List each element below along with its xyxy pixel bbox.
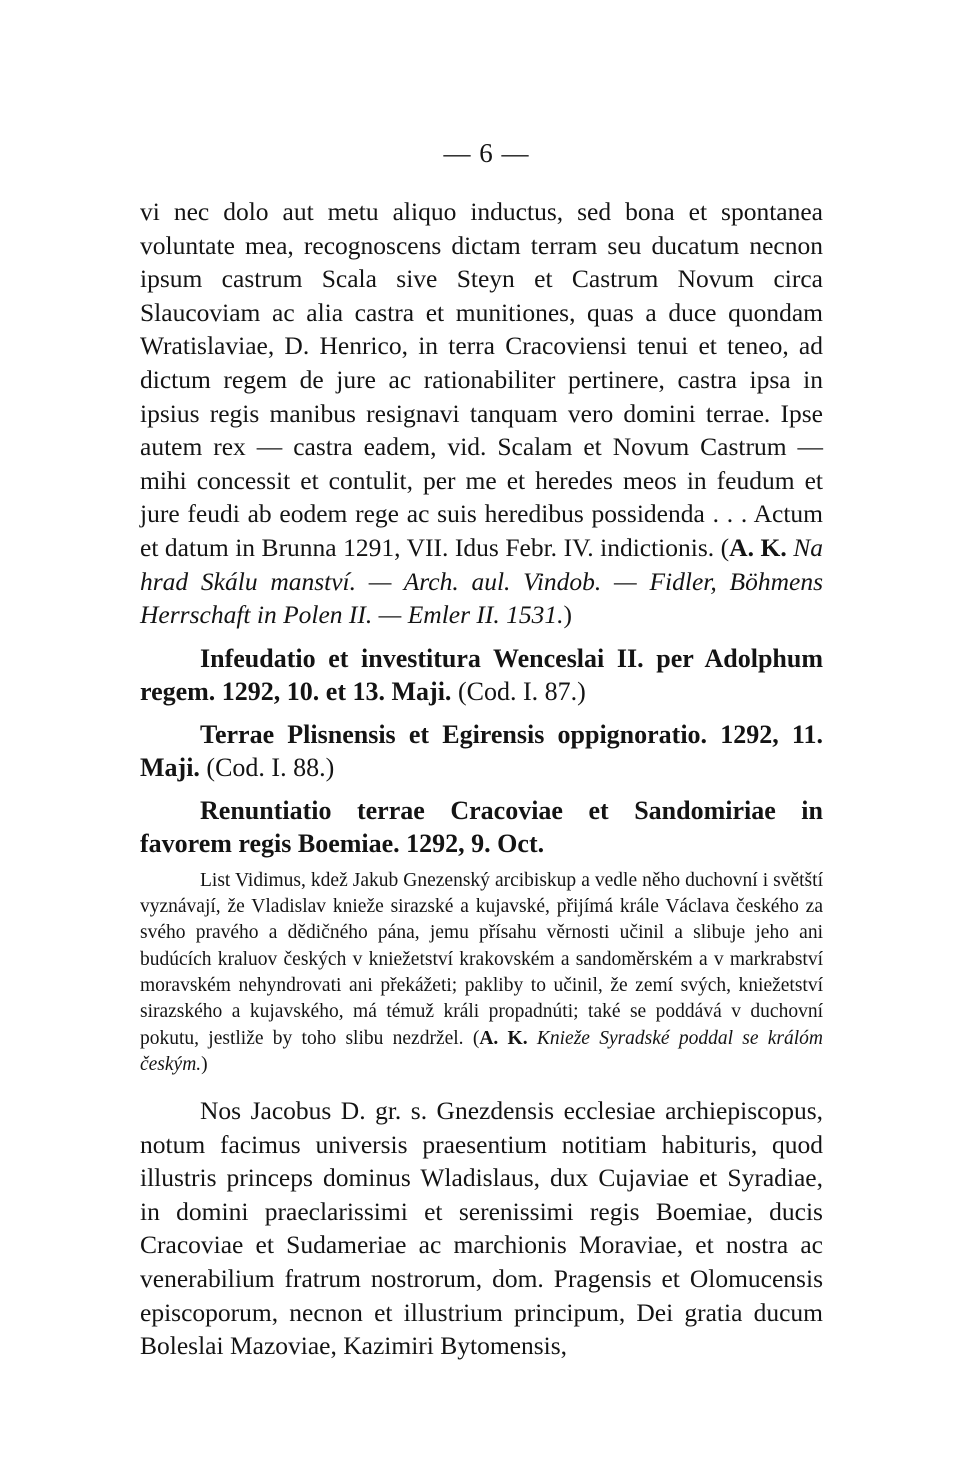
charter-ref-citation: Na hrad Skálu manství. — Arch. aul. Vindob. — Fidler, Böhmens Herrschaft in Polen II. — Emler II. 1531. (140, 532, 823, 630)
summary-ref-citation: Knieže Syradské poddal se králóm českým. (140, 1027, 824, 1075)
section-heading (140, 718, 823, 784)
czech-summary (140, 868, 823, 1078)
summary-ref-label: A. K. (479, 1027, 528, 1049)
charter-paragraph (140, 195, 823, 632)
page-number: — 6 — (443, 138, 530, 168)
heading-title: Infeudatio et investitura Wenceslai II. per Adolphum regem. 1292, 10. et 13. Maji. (140, 643, 823, 706)
section-heading (140, 642, 823, 708)
charter-ref-label: A. K. (729, 532, 787, 562)
heading-title: Renuntiatio terrae Cracoviae et Sandomiriae in favorem regis Boemiae. 1292, 9. Oct. (140, 795, 823, 858)
latin-charter-text: Nos Jacobus D. gr. s. Gnezdensis ecclesiae archiepiscopus, notum facimus universis praesentium notitiam habituris, quod illustris princeps dominus Wladislaus, dux Cujaviae et Syradiae, in domini praeclarissimi et serenissimi regis Boemiae, ducis Cracoviae et Sudameriae ac marchionis Moraviae, et nostra ac venerabilium fratrum nostrorum, dom. Pragensis et Olomucensis episcoporum, necnon et illustrium principum, Dei gratia ducum Boleslai Mazoviae, Kazimiri Bytomensis, (140, 1096, 823, 1361)
summary-ref-close: ) (201, 1053, 208, 1075)
heading-cod-reference: (Cod. I. 88.) (206, 752, 335, 782)
summary-text: List Vidimus, kdež Jakub Gnezenský arcibiskup a vedle něho duchovní i světští vyznávají, že Vladislav knieže sirazské a kujavské, přijímá krále Václava českého za svého pravého a dědičného pána, jemu přísahu věrnosti učinil a slibuje jeho ani budúcích kraluov českých v kniežetství krakovském a sandoměrském a v markrabství moravském nehyndrovati ani překážeti; pakliby to učinil, že zemí svých, kniežetství sirazského a kujavského, má témuž králi propadnúti; také se poddává v duchovní pokutu, jestliže by toho slibu nezdržel. ( (140, 869, 823, 1049)
heading-title: Terrae Plisnensis et Egirensis oppignoratio. 1292, 11. Maji. (140, 719, 823, 782)
heading-cod-reference: (Cod. I. 87.) (457, 676, 586, 706)
charter-text: vi nec dolo aut metu aliquo inductus, sed bona et spontanea voluntate mea, recognoscens dictam terram seu ducatum necnon ipsum castrum Scala sive Steyn et Castrum Novum circa Slaucoviam ac alia castra et munitiones, quas a duce quondam Wratislaviae, D. Henrico, in terra Cracoviensi tenui et teneo, ad dictum regem de jure ac rationabiliter pertinere, castra ipsa in ipsius regis manibus resignavi tanquam vero domini terrae. Ipse autem rex — castra eadem, vid. Scalam et Novum Castrum — mihi concessit et contulit, per me et heredes meos in feudum et jure feudi ab eodem rege ac suis heredibus possidenda . . . Actum et datum in Brunna 1291, VII. Idus Febr. IV. indictionis. ( (140, 197, 823, 562)
section-heading (140, 794, 823, 860)
charter-ref-close: ) (563, 600, 573, 630)
document-page (140, 138, 823, 1363)
